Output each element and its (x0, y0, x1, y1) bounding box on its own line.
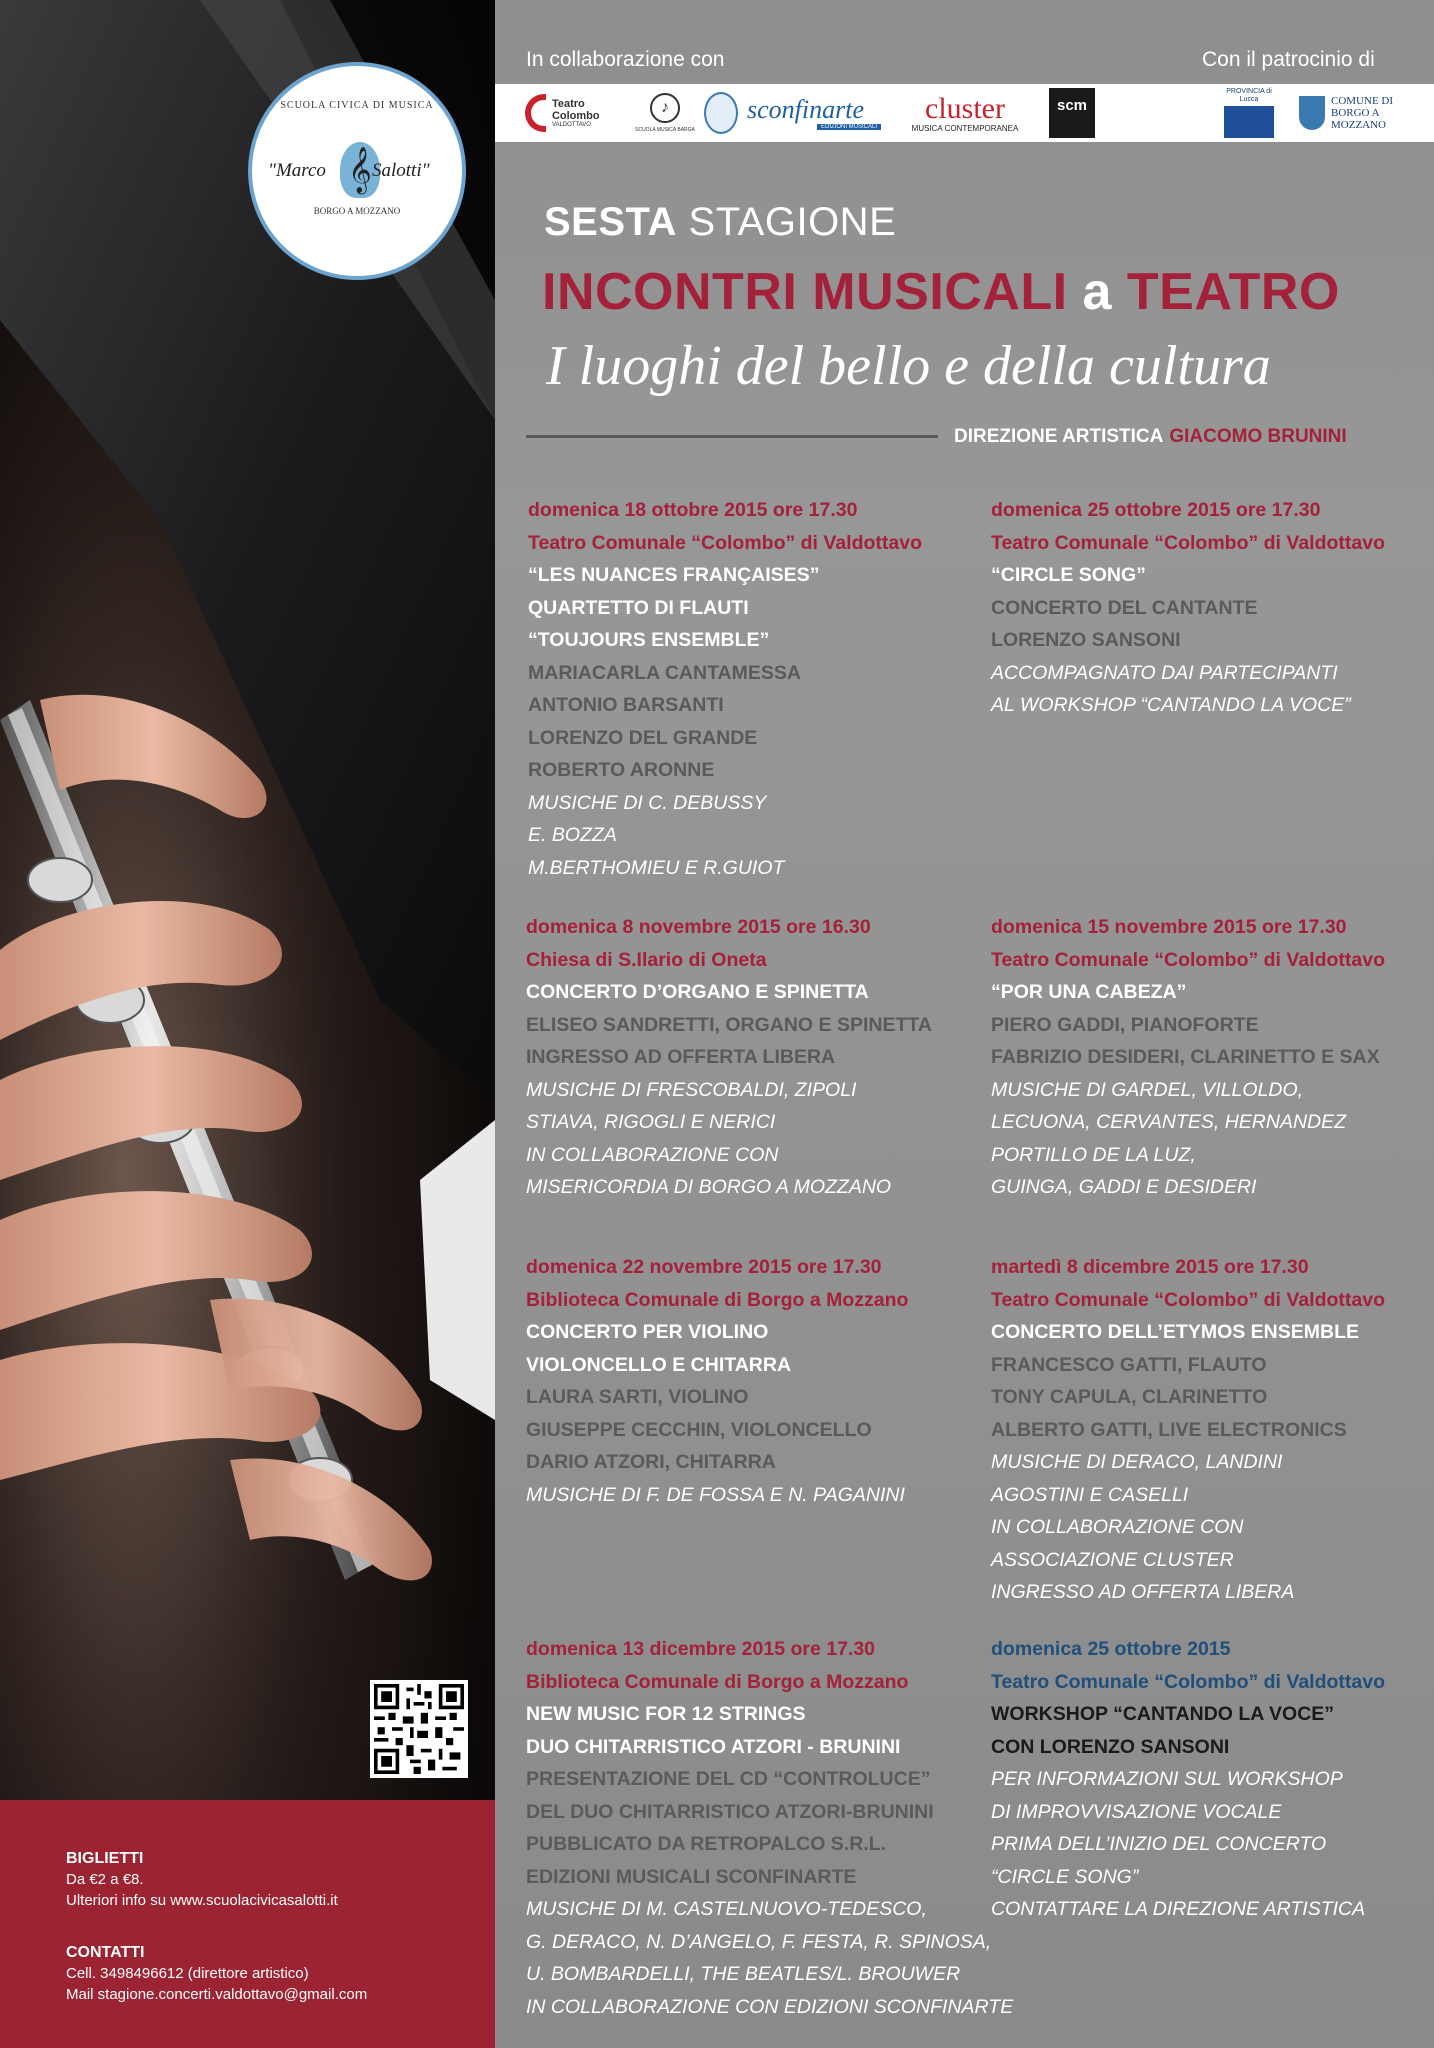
season-heading (544, 200, 896, 245)
event-performer-line: ANTONIO BARSANTI (528, 694, 724, 716)
event-title-line: “LES NUANCES FRANÇAISES” (528, 564, 820, 586)
event-title-line: WORKSHOP “CANTANDO LA VOCE” (991, 1703, 1335, 1725)
event-performer-line: PIERO GADDI, PIANOFORTE (991, 1013, 1259, 1036)
event-date: domenica 22 novembre 2015 ore 17.30 (526, 1256, 882, 1278)
event-title-line: CONCERTO DELL’ETYMOS ENSEMBLE (991, 1321, 1360, 1343)
event-performer-line: ROBERTO ARONNE (528, 759, 715, 781)
event-note-line: E. BOZZA (528, 824, 617, 846)
event-title-line: VIOLONCELLO E CHITARRA (526, 1353, 792, 1376)
main-title-part-b: a (1082, 263, 1112, 321)
tickets-heading: BIGLIETTI (66, 1850, 144, 1867)
provincia-lucca-name: PROVINCIA di Lucca (1226, 88, 1272, 103)
event-performer-line: LORENZO DEL GRANDE (528, 726, 758, 749)
collab-label: In collaborazione con (526, 48, 725, 71)
event-note-line: CONTATTARE LA DIREZIONE ARTISTICA (991, 1898, 1366, 1920)
scuola-barga-logo (635, 88, 695, 138)
event-title-line: DUO CHITARRISTICO ATZORI - BRUNINI (526, 1735, 901, 1758)
event-3 (526, 911, 932, 1204)
event-venue: Biblioteca Comunale di Borgo a Mozzano (526, 1288, 909, 1311)
event-performer-line: ELISEO SANDRETTI, ORGANO E SPINETTA (526, 1013, 932, 1036)
crest-logo (703, 88, 739, 138)
event-note-line: AGOSTINI E CASELLI (991, 1483, 1189, 1506)
event-performer-line: GIUSEPPE CECCHIN, VIOLONCELLO (526, 1418, 872, 1441)
tickets-more-info: Ulteriori info su www.scuolacivicasalotti.it (66, 1892, 338, 1909)
event-note-line: LECUONA, CERVANTES, HERNANDEZ (991, 1111, 1347, 1133)
event-note-line: IN COLLABORAZIONE CON EDIZIONI SCONFINARTE (526, 1995, 1014, 2018)
event-1 (528, 494, 922, 884)
event-4 (991, 911, 1385, 1204)
event-performer-line: EDIZIONI MUSICALI SCONFINARTE (526, 1865, 857, 1888)
contacts-heading: CONTATTI (66, 1944, 145, 1961)
patron-label: Con il patrocinio di (1202, 48, 1375, 71)
event-note-line: GUINGA, GADDI E DESIDERI (991, 1176, 1257, 1198)
event-date: domenica 8 novembre 2015 ore 16.30 (526, 916, 871, 938)
season-word: STAGIONE (688, 200, 897, 244)
event-date: domenica 25 ottobre 2015 (991, 1638, 1231, 1660)
logo-strip (495, 84, 1434, 142)
event-performer-line: PRESENTAZIONE DEL CD “CONTROLUCE” (526, 1768, 931, 1790)
provincia-crest-icon (1224, 106, 1274, 138)
tickets-price: Da €2 a €8. (66, 1871, 144, 1888)
event-note-line: M.BERTHOMIEU E R.GUIOT (528, 856, 785, 879)
event-performer-line: FABRIZIO DESIDERI, CLARINETTO E SAX (991, 1046, 1380, 1068)
event-5 (526, 1251, 908, 1511)
event-note-line: MUSICHE DI DERACO, LANDINI (991, 1451, 1283, 1473)
event-note-line: MUSICHE DI C. DEBUSSY (528, 791, 767, 814)
event-2 (991, 494, 1385, 722)
event-performer-line: PUBBLICATO DA RETROPALCO S.R.L. (526, 1833, 887, 1855)
event-note-line: MISERICORDIA DI BORGO A MOZZANO (526, 1176, 892, 1198)
school-logo-arc-text: SCUOLA CIVICA DI MUSICA (280, 100, 434, 111)
event-6 (991, 1251, 1385, 1609)
event-performer-line: DEL DUO CHITARRISTICO ATZORI-BRUNINI (526, 1800, 934, 1823)
sconfinarte-name: sconfinarte (747, 95, 864, 124)
tickets-block (66, 1848, 338, 1911)
event-venue: Teatro Comunale “Colombo” di Valdottavo (991, 948, 1385, 971)
event-performer-line: DARIO ATZORI, CHITARRA (526, 1451, 776, 1473)
scuola-barga-name: SCUOLA MUSICA BARGA (635, 127, 695, 133)
event-venue: Biblioteca Comunale di Borgo a Mozzano (526, 1670, 909, 1693)
event-title-line: CONCERTO PER VIOLINO (526, 1321, 769, 1343)
event-performer-line: LAURA SARTI, VIOLINO (526, 1386, 749, 1408)
event-note-line: PRIMA DELL’INIZIO DEL CONCERTO (991, 1833, 1327, 1855)
teatro-colombo-logo (525, 88, 630, 138)
comune-borgo-name: COMUNE DI BORGO A MOZZANO (1331, 95, 1394, 131)
event-performer-line: FRANCESCO GATTI, FLAUTO (991, 1353, 1267, 1376)
event-performer-line: MARIACARLA CANTAMESSA (528, 661, 801, 684)
cluster-sub: MUSICA CONTEMPORANEA (911, 123, 1019, 133)
event-title-line: “CIRCLE SONG” (991, 564, 1146, 586)
event-date: martedì 8 dicembre 2015 ore 17.30 (991, 1256, 1309, 1278)
event-note-line: MUSICHE DI GARDEL, VILLOLDO, (991, 1078, 1304, 1101)
main-title-part-c: TEATRO (1126, 263, 1340, 321)
event-performer-line: LORENZO SANSONI (991, 629, 1181, 651)
teatro-colombo-name: Teatro Colombo (551, 98, 600, 122)
event-note-line: IN COLLABORAZIONE CON (991, 1516, 1244, 1538)
event-venue: Teatro Comunale “Colombo” di Valdottavo (991, 1288, 1385, 1311)
event-venue: Teatro Comunale “Colombo” di Valdottavo (991, 531, 1385, 554)
event-venue: Chiesa di S.Ilario di Oneta (526, 948, 767, 971)
event-note-line: IN COLLABORAZIONE CON (526, 1143, 779, 1166)
event-note-line: PORTILLO DE LA LUZ, (991, 1143, 1196, 1166)
event-note-line: ASSOCIAZIONE CLUSTER (991, 1548, 1234, 1571)
comune-borgo-logo (1295, 88, 1415, 138)
scm-name: scm (1049, 88, 1095, 138)
event-title-line: CON LORENZO SANSONI (991, 1735, 1230, 1758)
event-note-line: PER INFORMAZIONI SUL WORKSHOP (991, 1768, 1343, 1790)
director-name: GIACOMO BRUNINI (1169, 426, 1347, 447)
event-date: domenica 18 ottobre 2015 ore 17.30 (528, 499, 858, 521)
event-title-line: NEW MUSIC FOR 12 STRINGS (526, 1703, 806, 1725)
scm-logo (1047, 88, 1097, 138)
event-note-line: MUSICHE DI M. CASTELNUOVO-TEDESCO, (526, 1898, 927, 1920)
teatro-colombo-sub: VALDOTTAVO (551, 122, 591, 128)
event-note-line: U. BOMBARDELLI, THE BEATLES/L. BROUWER (526, 1963, 961, 1985)
event-note-line: INGRESSO AD OFFERTA LIBERA (991, 1581, 1295, 1603)
main-title (542, 262, 1340, 322)
event-date: domenica 15 novembre 2015 ore 17.30 (991, 916, 1347, 938)
event-note-line: STIAVA, RIGOGLI E NERICI (526, 1111, 776, 1133)
event-performer-line: INGRESSO AD OFFERTA LIBERA (526, 1046, 836, 1068)
provincia-lucca-logo (1219, 88, 1279, 138)
direction-line (954, 426, 1347, 448)
event-title-line: “TOUJOURS ENSEMBLE” (528, 629, 770, 651)
comune-crest-icon (1299, 96, 1325, 130)
music-note-icon: ♪ (650, 93, 680, 123)
school-logo-name-b: Salotti" (372, 160, 430, 181)
school-logo-name-a: "Marco (268, 160, 326, 181)
event-performer-line: ALBERTO GATTI, LIVE ELECTRONICS (991, 1418, 1347, 1441)
event-title-line: QUARTETTO DI FLAUTI (528, 596, 749, 619)
flute-photo (0, 0, 495, 1800)
event-7 (526, 1633, 1013, 2023)
event-note-line: MUSICHE DI F. DE FOSSA E N. PAGANINI (526, 1483, 905, 1506)
event-date: domenica 25 ottobre 2015 ore 17.30 (991, 499, 1321, 521)
school-logo (248, 62, 466, 280)
event-note-line: G. DERACO, N. D’ANGELO, F. FESTA, R. SPINOSA, (526, 1930, 992, 1953)
event-date: domenica 13 dicembre 2015 ore 17.30 (526, 1638, 876, 1660)
contacts-phone: Cell. 3498496612 (direttore artistico) (66, 1965, 309, 1982)
direction-label: DIREZIONE ARTISTICA (954, 426, 1164, 447)
school-logo-bottom-text: BORGO A MOZZANO (313, 206, 401, 216)
event-note-line: “CIRCLE SONG” (991, 1865, 1139, 1888)
info-panel (0, 1800, 495, 2048)
event-note-line: AL WORKSHOP “CANTANDO LA VOCE” (991, 694, 1351, 716)
main-title-part-a: INCONTRI MUSICALI (542, 263, 1068, 321)
cluster-name: cluster (925, 91, 1005, 125)
event-note-line: DI IMPROVVISAZIONE VOCALE (991, 1800, 1282, 1823)
event-title-line: CONCERTO D’ORGANO E SPINETTA (526, 981, 869, 1003)
subtitle: I luoghi del bello e della cultura (546, 335, 1271, 397)
qr-code (370, 1680, 468, 1778)
contacts-mail: Mail stagione.concerti.valdottavo@gmail.com (66, 1986, 368, 2003)
season-number: SESTA (544, 200, 677, 244)
event-performer-line: TONY CAPULA, CLARINETTO (991, 1386, 1268, 1408)
event-venue: Teatro Comunale “Colombo” di Valdottavo (528, 531, 922, 554)
sconfinarte-logo (747, 88, 887, 138)
cluster-logo (895, 88, 1035, 138)
event-8 (991, 1633, 1385, 1926)
event-performer-line: CONCERTO DEL CANTANTE (991, 596, 1258, 619)
event-note-line: MUSICHE DI FRESCOBALDI, ZIPOLI (526, 1078, 857, 1101)
treble-clef-icon: 𝄞 (340, 142, 380, 198)
event-note-line: ACCOMPAGNATO DAI PARTECIPANTI (991, 661, 1338, 684)
event-title-line: “POR UNA CABEZA” (991, 981, 1187, 1003)
flute-hands-image (0, 0, 495, 1800)
event-venue: Teatro Comunale “Colombo” di Valdottavo (991, 1670, 1385, 1693)
divider (526, 435, 938, 438)
contacts-block (66, 1942, 367, 2005)
sconfinarte-sub: EDIZIONI MUSICALI (817, 124, 881, 130)
